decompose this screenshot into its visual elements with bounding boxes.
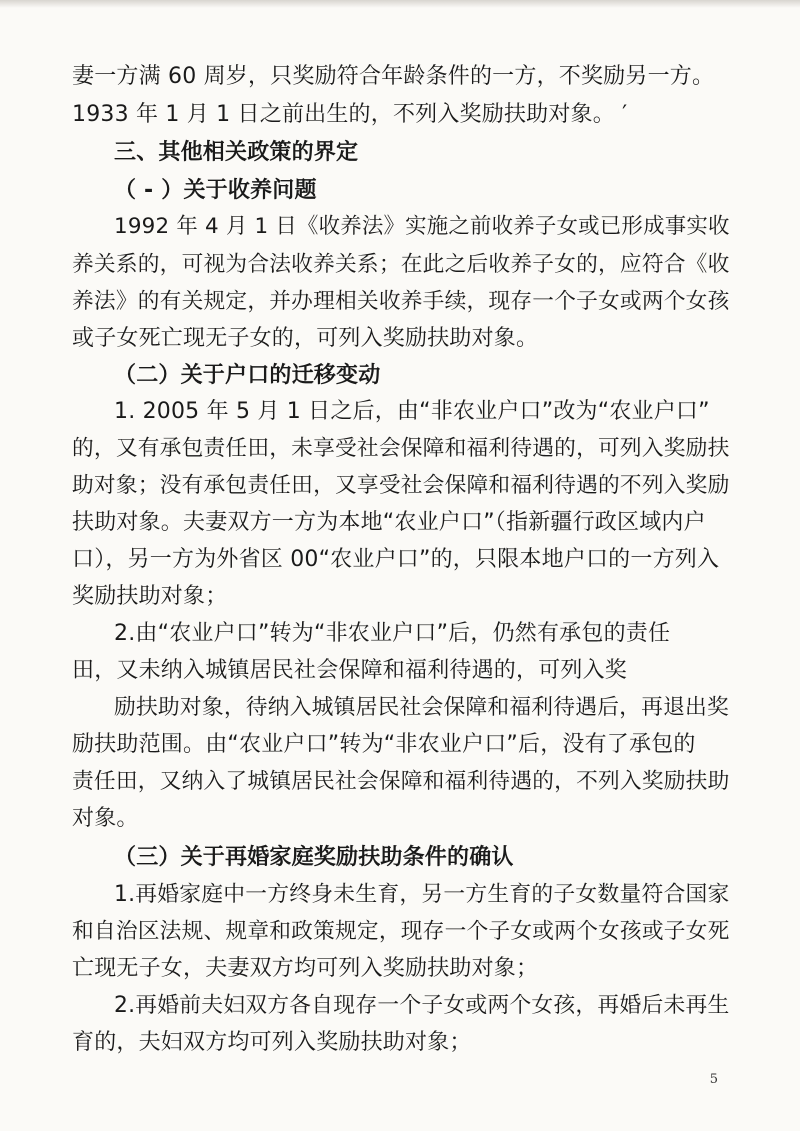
subsection-heading: （三）关于再婚家庭奖励扶助条件的确认 (114, 845, 514, 870)
text-line: 2.由“农业户口”转为“非农业户口”后，仍然有承包的责任 (114, 621, 671, 646)
text-line: 助对象；没有承包责任田，又享受社会保障和福利待遇的不列入奖励 (72, 473, 730, 498)
page-number: 5 (709, 1072, 718, 1087)
text-line: 励扶助范围。由“农业户口”转为“非农业户口”后，没有了承包的 (72, 732, 696, 757)
text-line: 扶助对象。夫妻双方一方为本地“农业户口”（指新疆行政区域内户 (72, 510, 706, 535)
subsection-heading: （二）关于户口的迁移变动 (114, 363, 381, 388)
text-line: 1. 2005 年 5 月 1 日之后，由“非农业户口”改为“农业户口” (114, 399, 710, 424)
subsection-heading: （ - ）关于收养问题 (114, 178, 317, 203)
text-line: 养法》的有关规定，并办理相关收养手续，现存一个子女或两个女孩 (72, 289, 730, 314)
text-line: 1933 年 1 月 1 日之前出生的，不列入奖励扶助对象。 ′ (72, 102, 628, 127)
text-line: 或子女死亡现无子女的，可列入奖励扶助对象。 (72, 326, 539, 351)
text-line: 1992 年 4 月 1 日《收养法》实施之前收养子女或已形成事实收 (114, 214, 730, 239)
text-line: 田，又未纳入城镇居民社会保障和福利待遇的，可列入奖 (72, 658, 628, 683)
text-line: 励扶助对象，待纳入城镇居民社会保障和福利待遇后，再退出奖 (114, 695, 729, 720)
text-line: 育的，夫妇双方均可列入奖励扶助对象； (72, 1030, 472, 1055)
text-line: 亡现无子女，夫妻双方均可列入奖励扶助对象； (72, 956, 539, 981)
text-line: 奖励扶助对象； (72, 584, 228, 609)
text-line: 和自治区法规、规章和政策规定，现存一个子女或两个女孩或子女死 (72, 919, 730, 944)
text-line: 2.再婚前夫妇双方各自现存一个子女或两个女孩，再婚后未再生 (114, 993, 730, 1018)
text-line: 妻一方满 60 周岁，只奖励符合年龄条件的一方，不奖励另一方。 (72, 64, 715, 89)
text-line: 养关系的，可视为合法收养关系；在此之后收养子女的，应符合《收 (72, 252, 730, 277)
text-line: 1.再婚家庭中一方终身未生育，另一方生育的子女数量符合国家 (114, 882, 730, 907)
section-heading: 三、其他相关政策的界定 (114, 140, 359, 165)
scan-edge (0, 0, 800, 8)
text-line: 责任田，又纳入了城镇居民社会保障和福利待遇的，不列入奖励扶助 (72, 769, 730, 794)
text-line: 对象。 (72, 806, 139, 831)
text-line: 的，又有承包责任田，未享受社会保障和福利待遇的，可列入奖励扶 (72, 436, 730, 461)
text-line: 口），另一方为外省区 00“农业户口”的，只限本地户口的一方列入 (72, 547, 720, 572)
